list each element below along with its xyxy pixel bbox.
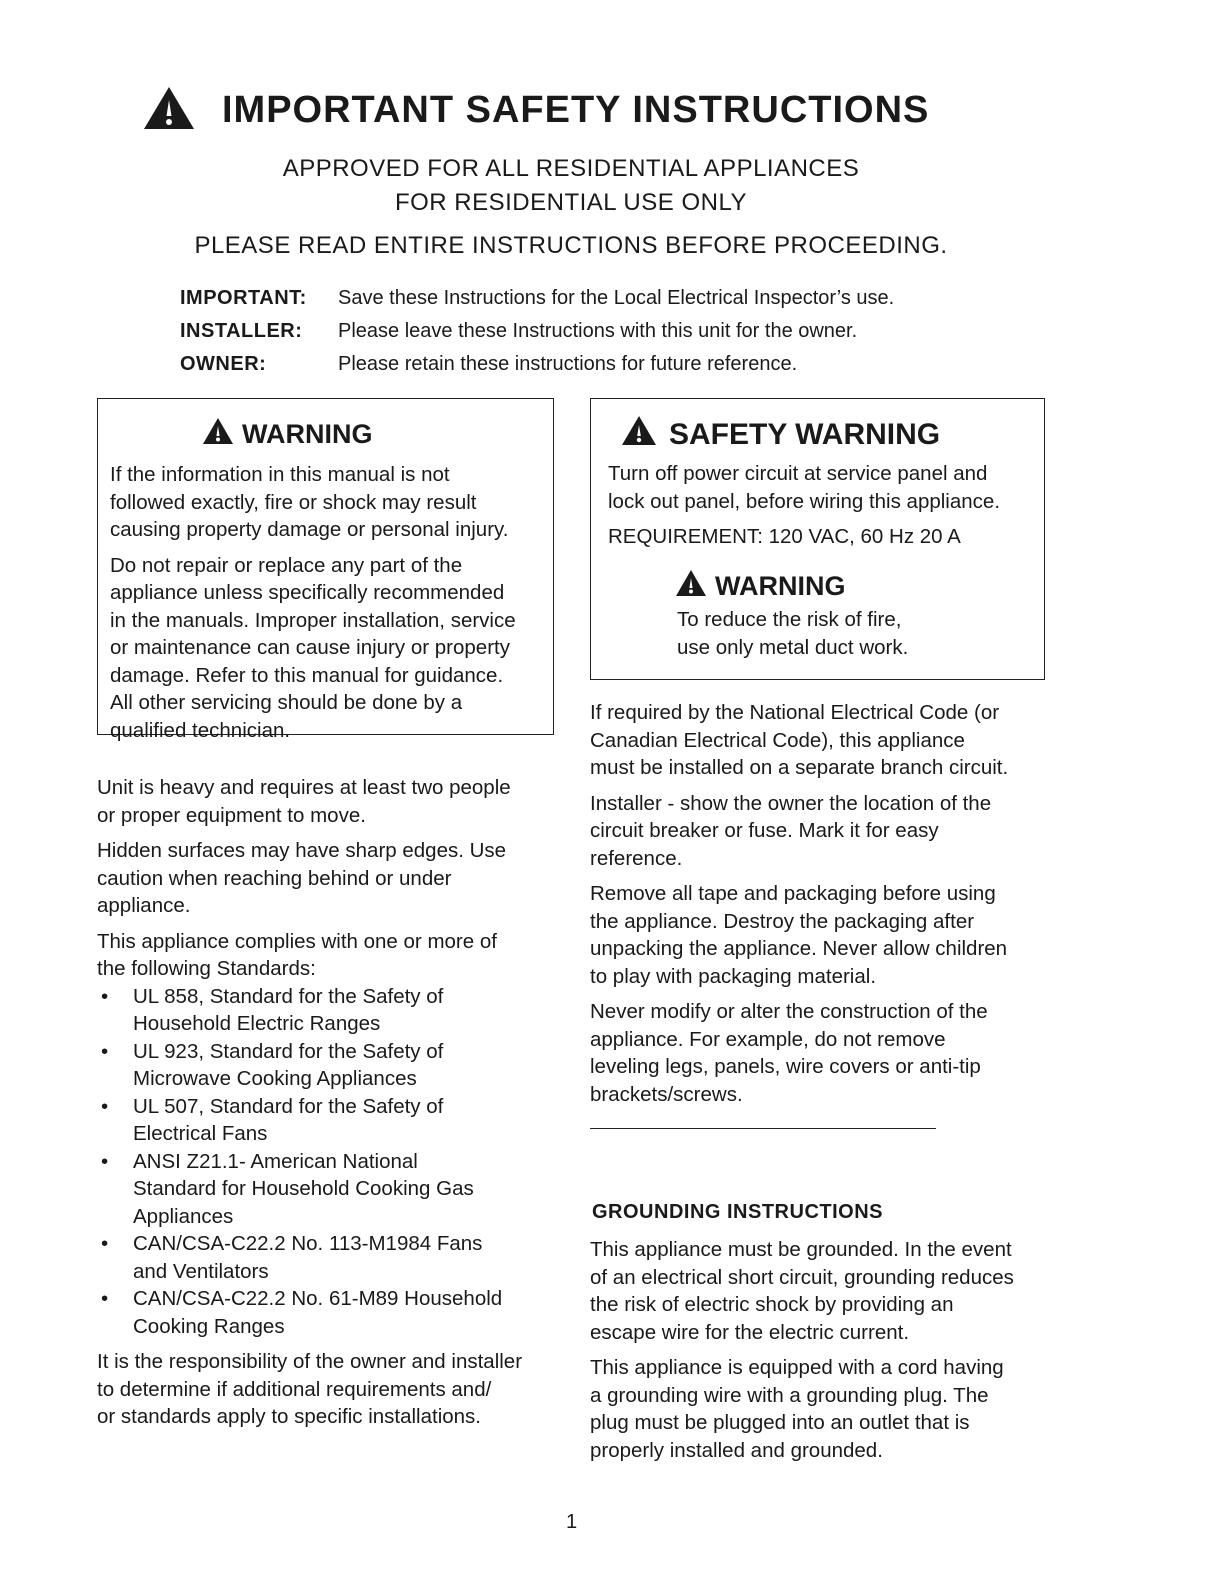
- title-row: [142, 82, 929, 138]
- text-line: to determine if additional requirements and/: [97, 1377, 492, 1401]
- warning-triangle-icon: [142, 85, 196, 136]
- paragraph: [590, 790, 1060, 873]
- text-line: Never modify or alter the construction of the: [590, 1000, 988, 1023]
- note-text: Please leave these Instructions with this unit for the owner.: [338, 320, 858, 342]
- text-line: the risk of electric shock by providing an: [590, 1293, 954, 1316]
- text-line: circuit breaker or fuse. Mark it for easy: [590, 819, 939, 842]
- text-line: This appliance complies with one or more of: [97, 929, 497, 953]
- warning-para: [110, 552, 546, 745]
- text-line: the following Standards:: [97, 957, 316, 980]
- text-line: This appliance is equipped with a cord having: [590, 1356, 1004, 1379]
- text-line: Hidden surfaces may have sharp edges. Use: [97, 839, 507, 862]
- text-line: brackets/screws.: [590, 1082, 743, 1106]
- text-line: Cooking Ranges: [133, 1314, 285, 1338]
- note-label: INSTALLER:: [180, 320, 303, 342]
- list-item: [97, 1230, 567, 1285]
- text-line: UL 923, Standard for the Safety of: [133, 1039, 444, 1063]
- warning-heading-text: WARNING: [242, 419, 373, 449]
- grounding-heading: GROUNDING INSTRUCTIONS: [592, 1201, 883, 1223]
- warning-triangle-icon: [202, 417, 234, 452]
- subtitle-approved: APPROVED FOR ALL RESIDENTIAL APPLIANCES: [282, 155, 860, 182]
- note-important: [180, 282, 894, 315]
- section-divider: [590, 1128, 936, 1129]
- notes-list: [180, 282, 894, 381]
- text-line: Remove all tape and packaging before using: [590, 882, 996, 905]
- list-item: [97, 1038, 567, 1093]
- sub-warning-heading-text: WARNING: [715, 571, 846, 601]
- text-line: Unit is heavy and requires at least two people: [97, 776, 511, 799]
- list-item: [97, 1285, 567, 1340]
- text-line: UL 858, Standard for the Safety of: [133, 984, 444, 1008]
- note-label: OWNER:: [180, 353, 267, 375]
- text-line: CAN/CSA-C22.2 No. 61-M89 Household: [133, 1287, 503, 1310]
- text-line: Canadian Electrical Code), this appliance: [590, 728, 965, 752]
- note-owner: [180, 348, 894, 381]
- paragraph: [590, 699, 1060, 782]
- sub-warning-body: [677, 606, 1017, 661]
- text-line: followed exactly, fire or shock may result: [110, 490, 477, 514]
- text-line: causing property damage or personal injury.: [110, 518, 509, 541]
- text-line: caution when reaching behind or under: [97, 866, 452, 890]
- text-line: or standards apply to specific installations.: [97, 1405, 482, 1428]
- bullet-icon: •: [101, 1039, 109, 1063]
- paragraph: [97, 928, 567, 983]
- list-item: [97, 983, 567, 1038]
- text-line: appliance. For example, do not remove: [590, 1027, 946, 1051]
- text-line: qualified technician.: [110, 718, 291, 742]
- text-line: Appliances: [133, 1204, 234, 1228]
- paragraph: [590, 1236, 1060, 1346]
- paragraph: [590, 880, 1060, 990]
- text-line: If required by the National Electrical Code (or: [590, 701, 1000, 724]
- bullet-icon: •: [101, 984, 109, 1008]
- text-line: and Ventilators: [133, 1259, 269, 1283]
- text-line: If the information in this manual is not: [110, 463, 450, 486]
- text-line: Turn off power circuit at service panel and: [608, 462, 988, 485]
- text-line: unpacking the appliance. Never allow children: [590, 937, 1008, 960]
- left-column-body: [97, 774, 567, 1431]
- bullet-icon: •: [101, 1287, 109, 1310]
- text-line: in the manuals. Improper installation, service: [110, 608, 516, 632]
- text-line: UL 507, Standard for the Safety of: [133, 1094, 444, 1118]
- text-line: Standard for Household Cooking Gas: [133, 1177, 474, 1200]
- bullet-icon: •: [101, 1094, 109, 1118]
- list-item: [97, 1093, 567, 1148]
- text-line: reference.: [590, 846, 683, 870]
- text-line: plug must be plugged into an outlet that is: [590, 1411, 970, 1434]
- list-item: [97, 1148, 567, 1231]
- standards-list: [97, 983, 567, 1341]
- right-column-body: [590, 699, 1060, 1108]
- page-number: 1: [566, 1511, 578, 1533]
- text-line: CAN/CSA-C22.2 No. 113-M1984 Fans: [133, 1232, 483, 1255]
- requirement-text: REQUIREMENT: 120 VAC, 60 Hz 20 A: [608, 525, 961, 548]
- text-line: leveling legs, panels, wire covers or anti-tip: [590, 1055, 981, 1078]
- paragraph: [590, 998, 1060, 1108]
- text-line: of an electrical short circuit, grounding reduces: [590, 1265, 1014, 1289]
- text-line: appliance.: [97, 894, 191, 917]
- text-line: This appliance must be grounded. In the event: [590, 1238, 1012, 1261]
- text-line: It is the responsibility of the owner and installer: [97, 1350, 523, 1373]
- text-line: or maintenance can cause injury or property: [110, 636, 510, 659]
- paragraph: [97, 837, 567, 920]
- paragraph: [590, 1354, 1060, 1464]
- paragraph: [97, 774, 567, 829]
- warning-body: [110, 461, 546, 744]
- text-line: All other servicing should be done by a: [110, 691, 463, 714]
- text-line: To reduce the risk of fire,: [677, 608, 902, 631]
- warning-triangle-icon: [621, 415, 657, 454]
- text-line: a grounding wire with a grounding plug. The: [590, 1383, 989, 1407]
- text-line: the appliance. Destroy the packaging after: [590, 909, 975, 933]
- note-text: Please retain these instructions for future reference.: [338, 353, 798, 375]
- note-text: Save these Instructions for the Local Electrical Inspector’s use.: [338, 287, 895, 309]
- safety-warning-heading: [621, 415, 940, 454]
- text-line: or proper equipment to move.: [97, 803, 366, 827]
- note-installer: [180, 315, 894, 348]
- safety-warning-body: [608, 460, 1038, 551]
- grounding-body: [590, 1236, 1060, 1464]
- text-line: appliance unless specifically recommended: [110, 581, 505, 604]
- text-line: Do not repair or replace any part of the: [110, 553, 463, 577]
- paragraph: [97, 1348, 567, 1431]
- text-line: ANSI Z21.1- American National: [133, 1149, 418, 1173]
- text-line: escape wire for the electric current.: [590, 1320, 910, 1344]
- text-line: to play with packaging material.: [590, 964, 877, 988]
- text-line: Household Electric Ranges: [133, 1012, 381, 1035]
- warning-box: [97, 398, 554, 742]
- text-line: lock out panel, before wiring this appliance.: [608, 489, 1001, 513]
- text-line: properly installed and grounded.: [590, 1438, 883, 1462]
- warning-triangle-icon: [675, 569, 707, 604]
- subtitle-please-read: PLEASE READ ENTIRE INSTRUCTIONS BEFORE PROCEEDING.: [194, 232, 948, 259]
- safety-warning-heading-text: SAFETY WARNING: [669, 417, 941, 451]
- bullet-icon: •: [101, 1149, 109, 1173]
- warning-para: [110, 461, 546, 544]
- text-line: use only metal duct work.: [677, 635, 909, 659]
- text-line: Electrical Fans: [133, 1122, 268, 1145]
- text-line: must be installed on a separate branch circuit.: [590, 756, 1009, 779]
- text-line: damage. Refer to this manual for guidance.: [110, 663, 504, 687]
- text-line: Microwave Cooking Appliances: [133, 1067, 417, 1090]
- bullet-icon: •: [101, 1232, 109, 1255]
- subtitle-residential: FOR RESIDENTIAL USE ONLY: [394, 189, 748, 216]
- sub-warning-heading: [675, 569, 846, 604]
- note-label: IMPORTANT:: [180, 287, 307, 309]
- page-title: IMPORTANT SAFETY INSTRUCTIONS: [222, 88, 930, 131]
- safety-warning-box: [590, 398, 1045, 680]
- text-line: Installer - show the owner the location of the: [590, 791, 992, 815]
- warning-heading: [202, 417, 373, 452]
